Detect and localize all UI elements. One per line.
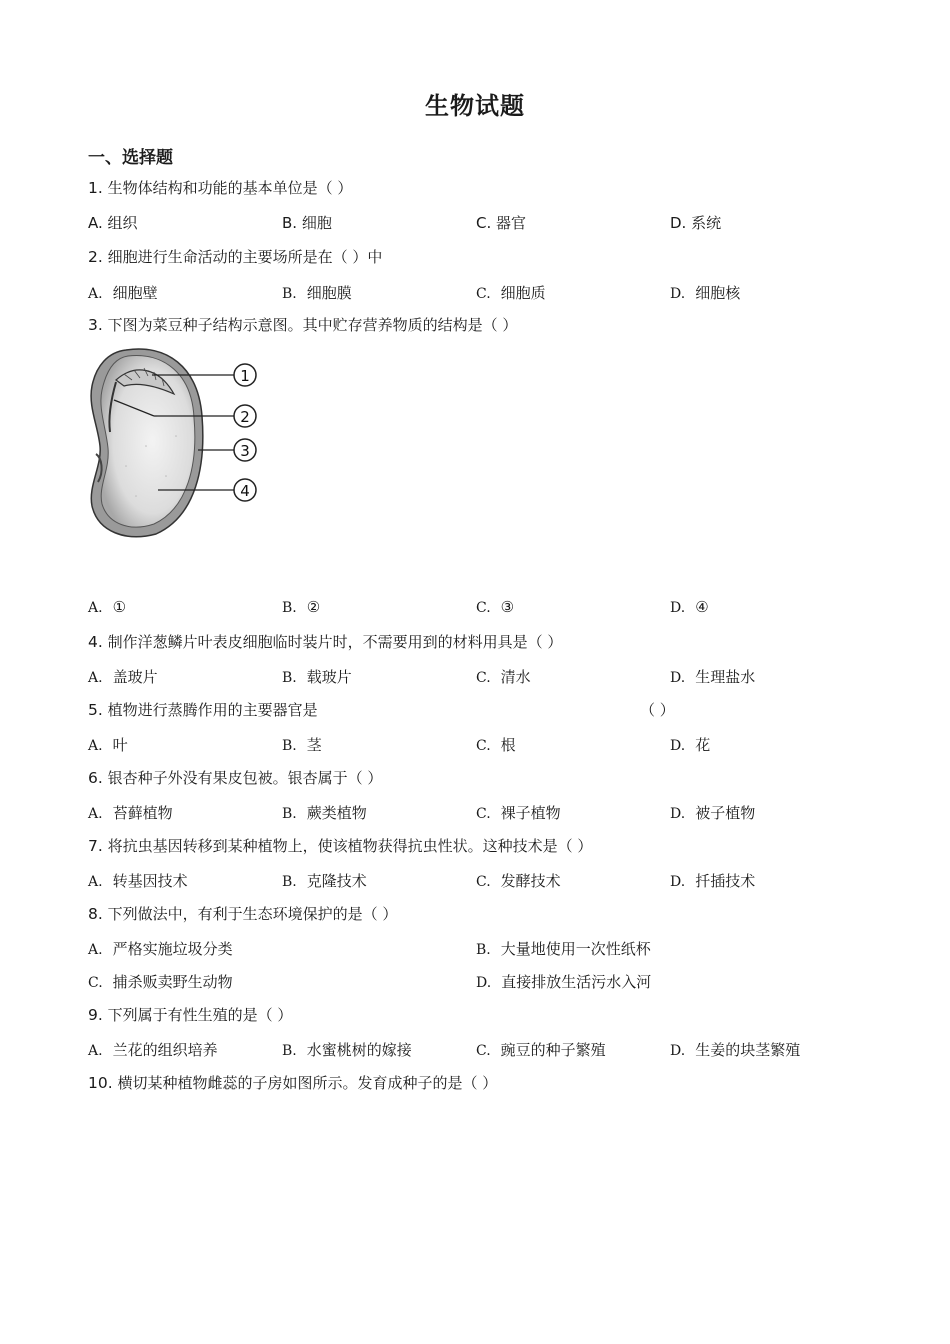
question-number: 4. (88, 633, 103, 651)
option-7a[interactable]: A. 转基因技术 (88, 872, 188, 890)
option-4d[interactable]: D. 生理盐水 (670, 668, 756, 686)
section-heading: 一、选择题 (88, 148, 173, 168)
option-6b[interactable]: B. 蕨类植物 (282, 804, 367, 822)
option-3a[interactable]: A. ① (88, 598, 127, 616)
question-number: 8. (88, 905, 103, 923)
option-9c[interactable]: C. 豌豆的种子繁殖 (476, 1041, 606, 1059)
option-9b[interactable]: B. 水蜜桃树的嫁接 (282, 1041, 412, 1059)
question-text: 下图为菜豆种子结构示意图。其中贮存营养物质的结构是（ ） (107, 316, 518, 334)
label-2: 2 (240, 408, 250, 426)
page-title: 生物试题 (425, 92, 525, 120)
question-text: 将抗虫基因转移到某种植物上，使该植物获得抗虫性状。这种技术是（ ） (107, 837, 593, 855)
question-text: 下列做法中，有利于生态环境保护的是（ ） (107, 905, 398, 923)
option-5b[interactable]: B. 茎 (282, 736, 322, 754)
question-number: 3. (88, 316, 103, 334)
question-text: 银杏种子外没有果皮包被。银杏属于（ ） (107, 769, 383, 787)
answer-paren: （ ） (640, 701, 675, 719)
option-1d[interactable]: D. 系统 (670, 214, 722, 232)
question-8 (88, 903, 397, 924)
option-1b[interactable]: B. 细胞 (282, 214, 332, 232)
question-number: 2. (88, 248, 103, 266)
question-text: 制作洋葱鳞片叶表皮细胞临时装片时，不需要用到的材料用具是（ ） (107, 633, 563, 651)
option-2c[interactable]: C. 细胞质 (476, 284, 546, 302)
question-number: 1. (88, 179, 103, 197)
option-8b[interactable]: B. 大量地使用一次性纸杯 (476, 940, 651, 958)
option-7c[interactable]: C. 发酵技术 (476, 872, 561, 890)
option-2d[interactable]: D. 细胞核 (670, 284, 741, 302)
bean-seed-illustration (86, 346, 266, 538)
question-text: 横切某种植物雌蕊的子房如图所示。发育成种子的是（ ） (117, 1074, 498, 1092)
question-1 (88, 177, 352, 198)
option-7d[interactable]: D. 扦插技术 (670, 872, 756, 890)
question-number: 7. (88, 837, 103, 855)
question-4 (88, 631, 562, 652)
question-number: 9. (88, 1006, 103, 1024)
option-5c[interactable]: C. 根 (476, 736, 516, 754)
option-6c[interactable]: C. 裸子植物 (476, 804, 561, 822)
option-2b[interactable]: B. 细胞膜 (282, 284, 352, 302)
question-9 (88, 1004, 292, 1025)
option-4a[interactable]: A. 盖玻片 (88, 668, 158, 686)
question-number: 6. (88, 769, 103, 787)
option-1a[interactable]: A. 组织 (88, 214, 138, 232)
option-6a[interactable]: A. 苔藓植物 (88, 804, 173, 822)
question-10 (88, 1072, 497, 1093)
label-3: 3 (240, 442, 250, 460)
option-7b[interactable]: B. 克隆技术 (282, 872, 367, 890)
label-4: 4 (240, 482, 250, 500)
option-9d[interactable]: D. 生姜的块茎繁殖 (670, 1041, 801, 1059)
question-7 (88, 835, 592, 856)
question-number: 5. (88, 701, 103, 719)
question-6 (88, 767, 382, 788)
option-2a[interactable]: A. 细胞壁 (88, 284, 158, 302)
question-number: 10. (88, 1074, 113, 1092)
label-1: 1 (240, 367, 250, 385)
question-text: 植物进行蒸腾作用的主要器官是 (107, 701, 318, 719)
option-8c[interactable]: C. 捕杀贩卖野生动物 (88, 973, 233, 991)
question-text: 细胞进行生命活动的主要场所是在（ ）中 (107, 248, 383, 266)
option-8a[interactable]: A. 严格实施垃圾分类 (88, 940, 233, 958)
option-3b[interactable]: B. ② (282, 598, 321, 616)
question-text: 生物体结构和功能的基本单位是（ ） (107, 179, 353, 197)
option-8d[interactable]: D. 直接排放生活污水入河 (476, 973, 652, 991)
option-9a[interactable]: A. 兰花的组织培养 (88, 1041, 218, 1059)
bean-seed-diagram (86, 346, 266, 538)
option-6d[interactable]: D. 被子植物 (670, 804, 756, 822)
option-3c[interactable]: C. ③ (476, 598, 515, 616)
option-4b[interactable]: B. 载玻片 (282, 668, 352, 686)
question-2 (88, 246, 382, 267)
option-1c[interactable]: C. 器官 (476, 214, 527, 232)
option-5a[interactable]: A. 叶 (88, 736, 128, 754)
question-3 (88, 314, 517, 335)
option-5d[interactable]: D. 花 (670, 736, 711, 754)
question-5 (88, 699, 318, 720)
question-text: 下列属于有性生殖的是（ ） (107, 1006, 293, 1024)
option-4c[interactable]: C. 清水 (476, 668, 531, 686)
option-3d[interactable]: D. ④ (670, 598, 709, 616)
